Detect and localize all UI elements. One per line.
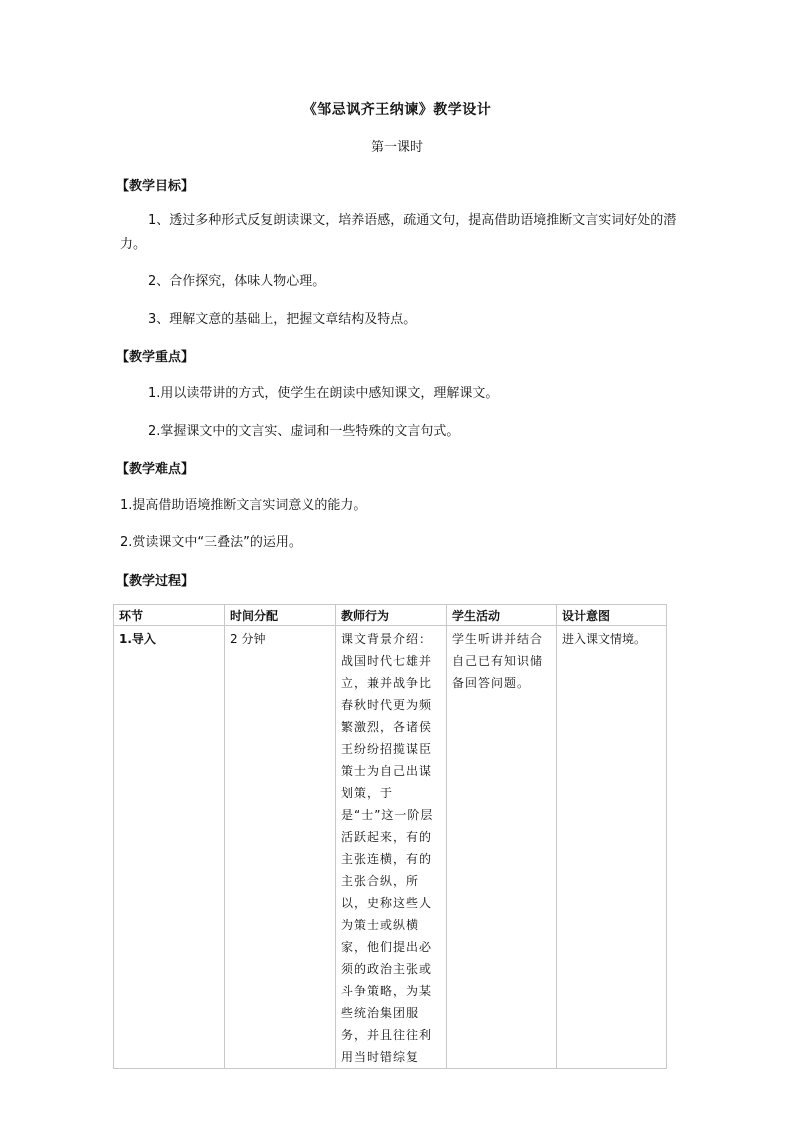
section-heading-focus: 【教学重点】 bbox=[116, 350, 195, 365]
goal-item-2: 2、合作探究，体味人物心理。 bbox=[148, 274, 326, 289]
teacher-action-cell: 课文背景介绍：战国时代七雄并立，兼并战争比春秋时代更为频繁激烈，各诸侯王纷纷招揽谋臣策士为自己出谋划策，于是“士”这一阶层活跃起来，有的主张连横，有的主张合纵，所以，史称这些人为策士或纵横家，他们提出必须的政治主张或斗争策略，为某些统治集团服务，并且往往利用当时错综复 bbox=[336, 626, 447, 1069]
focus-item-2: 2.掌握课文中的文言实、虚词和一些特殊的文言句式。 bbox=[148, 424, 460, 439]
design-intent-cell: 进入课文情境。 bbox=[557, 626, 667, 1069]
goal-item-3: 3、理解文意的基础上，把握文章结构及特点。 bbox=[148, 312, 417, 327]
column-header: 设计意图 bbox=[557, 605, 667, 626]
column-header: 时间分配 bbox=[225, 605, 336, 626]
column-header: 学生活动 bbox=[447, 605, 557, 626]
table-header-row bbox=[114, 605, 667, 626]
column-header: 教师行为 bbox=[336, 605, 447, 626]
focus-item-1: 1.用以读带讲的方式，使学生在朗读中感知课文，理解课文。 bbox=[148, 386, 499, 401]
document-subtitle: 第一课时 bbox=[370, 140, 423, 155]
section-heading-difficulty: 【教学难点】 bbox=[116, 462, 195, 477]
time-cell: 2 分钟 bbox=[225, 626, 336, 1069]
table-row bbox=[114, 626, 667, 1069]
student-activity-cell: 学生听讲并结合自己已有知识储备回答问题。 bbox=[447, 626, 557, 1069]
stage-cell: 1.导入 bbox=[114, 626, 225, 1069]
difficulty-item-1: 1.提高借助语境推断文言实词意义的能力。 bbox=[120, 498, 367, 513]
column-header: 环节 bbox=[114, 605, 225, 626]
difficulty-item-2: 2.赏读课文中“三叠法”的运用。 bbox=[120, 535, 302, 550]
document-title: 《邹忌讽齐王纳谏》教学设计 bbox=[302, 102, 492, 118]
process-table bbox=[113, 604, 667, 1069]
goal-item-1: 1、透过多种形式反复朗读课文，培养语感，疏通文句，提高借助语境推断文言实词好处的潜力。 bbox=[120, 213, 677, 252]
section-heading-goals: 【教学目标】 bbox=[116, 179, 195, 194]
section-heading-process: 【教学过程】 bbox=[116, 574, 195, 589]
